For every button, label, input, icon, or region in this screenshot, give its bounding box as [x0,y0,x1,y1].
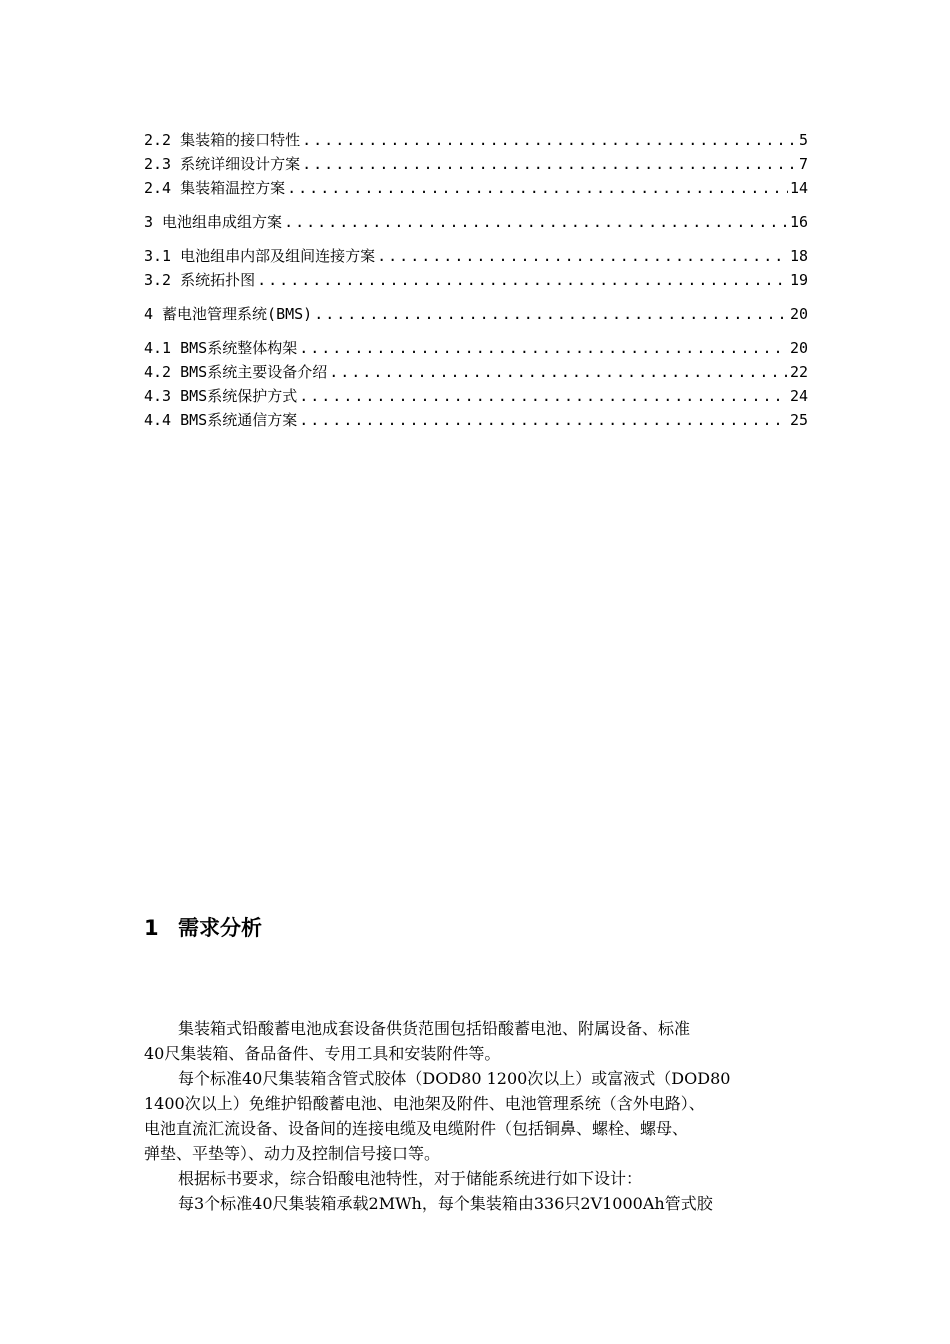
toc-page-number: 25 [789,411,808,429]
paragraph-line: 1400次以上）免维护铅酸蓄电池、电池架及附件、电池管理系统（含外电路）、 [144,1094,705,1113]
toc-dot-leader [299,408,788,432]
toc-page-number: 20 [789,305,808,323]
toc-entry-2-2[interactable] [144,128,808,152]
section-body [144,1016,812,1216]
paragraph-line: 弹垫、平垫等）、动力及控制信号接口等。 [144,1144,441,1163]
toc-entry-2-4[interactable] [144,176,808,200]
toc-entry-label: 2.2 集装箱的接口特性 [144,131,301,149]
toc-page-number: 7 [798,155,808,173]
toc-page-number: 5 [798,131,808,149]
toc-dot-leader [329,360,788,384]
section-heading [144,912,262,944]
paragraph-line: 集装箱式铅酸蓄电池成套设备供货范围包括铅酸蓄电池、附属设备、标准 [178,1019,691,1038]
toc-dot-leader [302,128,797,152]
toc-entry-2-3[interactable] [144,152,808,176]
toc-dot-leader [299,336,788,360]
toc-dot-leader [284,210,788,234]
paragraph-line: 每3个标准40尺集装箱承载2MWh，每个集装箱由336只2V1000Ah管式胶 [178,1194,713,1213]
section-title: 需求分析 [178,916,262,940]
table-of-contents [144,128,808,432]
toc-entry-4[interactable] [144,302,808,326]
toc-entry-3-2[interactable] [144,268,808,292]
toc-entry-label: 3.2 系统拓扑图 [144,271,256,289]
toc-entry-label: 3 电池组串成组方案 [144,213,283,231]
toc-entry-label: 3.1 电池组串内部及组间连接方案 [144,247,376,265]
toc-page-number: 18 [789,247,808,265]
toc-entry-label: 2.4 集装箱温控方案 [144,179,286,197]
toc-entry-3[interactable] [144,210,808,234]
paragraph-line: 根据标书要求，综合铅酸电池特性，对于储能系统进行如下设计： [178,1169,643,1188]
toc-entry-3-1[interactable] [144,244,808,268]
toc-entry-label: 4.4 BMS系统通信方案 [144,411,298,429]
toc-entry-4-3[interactable] [144,384,808,408]
toc-dot-leader [302,152,797,176]
toc-dot-leader [257,268,788,292]
toc-entry-label: 2.3 系统详细设计方案 [144,155,301,173]
paragraph-line: 每个标准40尺集装箱含管式胶体（DOD80 1200次以上）或富液式（DOD80 [178,1069,731,1088]
section-number: 1 [144,916,159,940]
toc-page-number: 14 [789,179,808,197]
toc-entry-label: 4.3 BMS系统保护方式 [144,387,298,405]
toc-dot-leader [314,302,788,326]
paragraph-line: 电池直流汇流设备、设备间的连接电缆及电缆附件（包括铜鼻、螺栓、螺母、 [144,1119,689,1138]
toc-page-number: 16 [789,213,808,231]
toc-dot-leader [299,384,788,408]
paragraph-line: 40尺集装箱、备品备件、专用工具和安装附件等。 [144,1044,501,1063]
toc-page-number: 20 [789,339,808,357]
toc-page-number: 24 [789,387,808,405]
toc-entry-label: 4.2 BMS系统主要设备介绍 [144,363,328,381]
toc-entry-4-1[interactable] [144,336,808,360]
toc-entry-4-2[interactable] [144,360,808,384]
toc-entry-label: 4 蓄电池管理系统(BMS) [144,305,313,323]
toc-dot-leader [287,176,788,200]
toc-page-number: 22 [789,363,808,381]
toc-dot-leader [377,244,788,268]
toc-entry-4-4[interactable] [144,408,808,432]
toc-entry-label: 4.1 BMS系统整体构架 [144,339,298,357]
toc-page-number: 19 [789,271,808,289]
